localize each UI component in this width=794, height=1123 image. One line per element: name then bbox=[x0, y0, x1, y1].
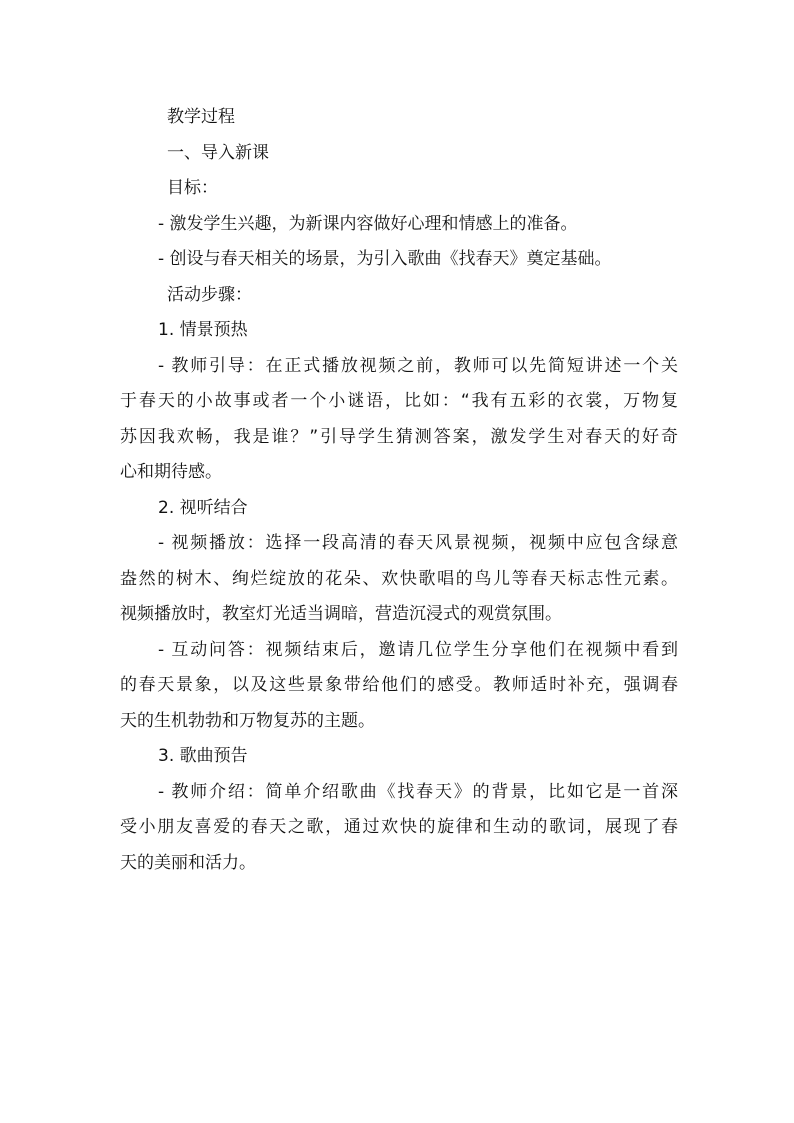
paragraph-line: - 教师介绍：简单介绍歌曲《找春天》的背景，比如它是一首深 bbox=[158, 781, 678, 802]
subsection-heading: 一、导入新课 bbox=[167, 142, 269, 163]
paragraph-line: 盎然的树木、绚烂绽放的花朵、欢快歌唱的鸟儿等春天标志性元素。 bbox=[120, 568, 678, 589]
goal-item: - 创设与春天相关的场景，为引入歌曲《找春天》奠定基础。 bbox=[158, 249, 612, 269]
steps-label: 活动步骤： bbox=[167, 284, 252, 305]
step-heading: 3. 歌曲预告 bbox=[158, 746, 248, 766]
paragraph-line: 心和期待感。 bbox=[120, 462, 222, 482]
paragraph-line: 受小朋友喜爱的春天之歌，通过欢快的旋律和生动的歌词，展现了春 bbox=[120, 817, 678, 837]
goal-label: 目标： bbox=[167, 178, 218, 198]
paragraph-line: 于春天的小故事或者一个小谜语，比如：“我有五彩的衣裳，万物复 bbox=[120, 391, 678, 411]
document-body bbox=[120, 100, 678, 881]
paragraph-line: - 视频播放：选择一段高清的春天风景视频，视频中应包含绿意 bbox=[158, 533, 678, 553]
step-heading: 1. 情景预热 bbox=[158, 320, 248, 340]
paragraph-line: - 教师引导：在正式播放视频之前，教师可以先简短讲述一个关 bbox=[158, 355, 678, 376]
paragraph-line: - 互动问答：视频结束后，邀请几位学生分享他们在视频中看到 bbox=[158, 639, 678, 660]
paragraph-line: 的春天景象，以及这些景象带给他们的感受。教师适时补充，强调春 bbox=[120, 675, 678, 695]
step-heading: 2. 视听结合 bbox=[158, 497, 248, 518]
paragraph-line: 天的美丽和活力。 bbox=[120, 852, 256, 873]
goal-item: - 激发学生兴趣，为新课内容做好心理和情感上的准备。 bbox=[158, 213, 578, 234]
paragraph-line: 视频播放时，教室灯光适当调暗，营造沉浸式的观赏氛围。 bbox=[120, 604, 562, 624]
section-heading: 教学过程 bbox=[167, 107, 235, 127]
paragraph-line: 苏因我欢畅，我是谁？”引导学生猜测答案，激发学生对春天的好奇 bbox=[120, 426, 678, 447]
paragraph-line: 天的生机勃勃和万物复苏的主题。 bbox=[120, 710, 375, 731]
